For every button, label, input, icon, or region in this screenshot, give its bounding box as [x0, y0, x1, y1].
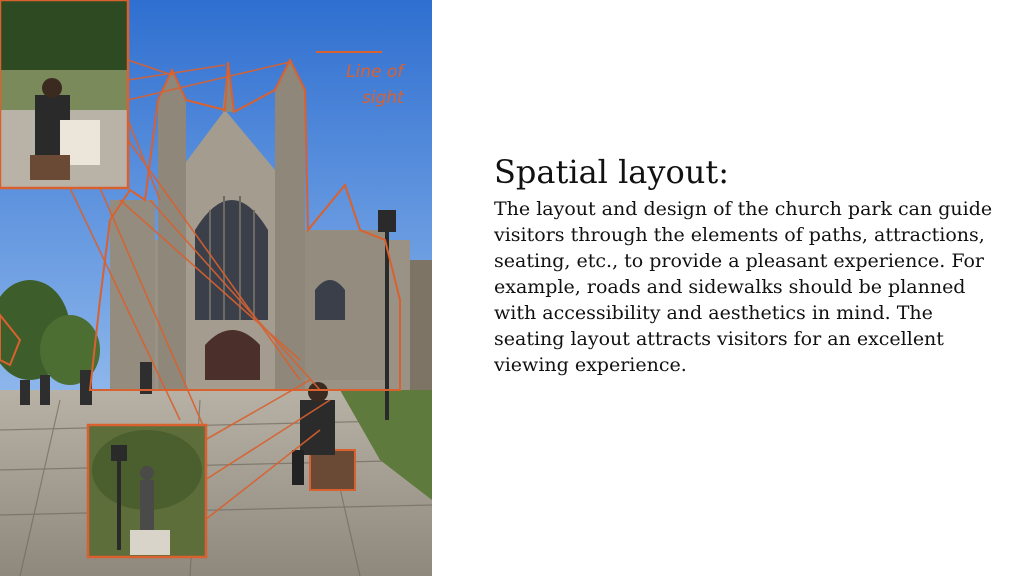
- cathedral-illustration: [0, 0, 432, 576]
- annotated-cathedral-photo: [0, 0, 432, 576]
- inset-statue-photo: [88, 425, 206, 557]
- annotation-label-line1: Line of: [346, 62, 404, 82]
- slide-text: [494, 152, 994, 378]
- inset-seating-photo: [0, 0, 128, 188]
- annotation-label-line2: sight: [362, 88, 404, 108]
- slide-body: The layout and design of the church park can guide visitors through the elements of paths, attractions, seating, etc., to provide a pleasant experience. For example, roads and sidewalks should be planned with accessibility and aesthetics in mind. The seating layout attracts visitors for an excellent viewing experience.: [494, 198, 993, 376]
- slide-title: Spatial layout:: [494, 153, 729, 191]
